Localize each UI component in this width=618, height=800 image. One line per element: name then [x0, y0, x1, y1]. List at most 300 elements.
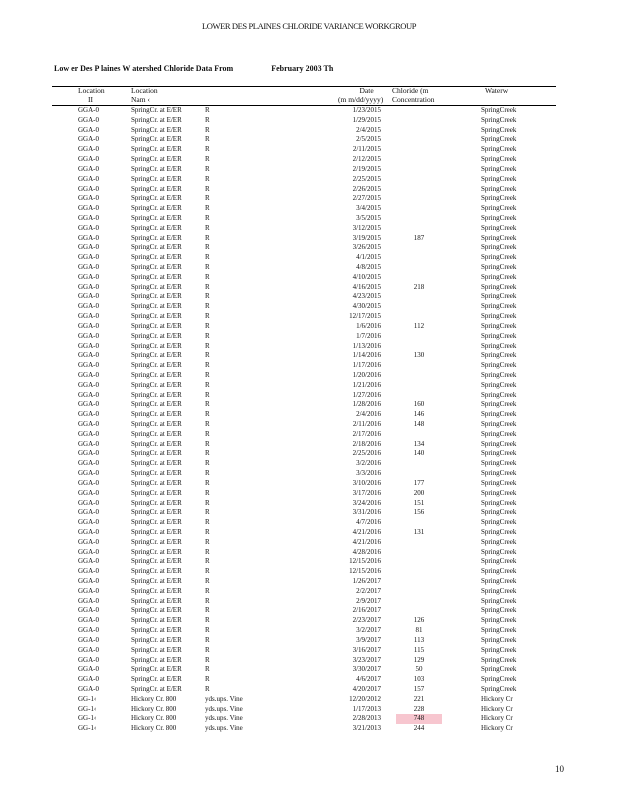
location-id-cell: GGA-0: [78, 439, 99, 448]
date-cell: 4/10/2015: [352, 272, 381, 281]
location-id-cell: GGA-0: [78, 243, 99, 252]
waterway-cell: SpringCreek: [481, 635, 517, 644]
location-detail-cell: R: [205, 233, 210, 242]
table-row: [0, 440, 618, 450]
location-name-cell: SpringCr. at E/ER: [131, 488, 182, 497]
location-detail-cell: R: [205, 243, 210, 252]
date-cell: 4/21/2016: [352, 527, 381, 536]
table-row: [0, 597, 618, 607]
waterway-cell: SpringCreek: [481, 616, 517, 625]
location-detail-cell: R: [205, 125, 210, 134]
date-cell: 3/19/2015: [352, 233, 381, 242]
date-cell: 4/23/2015: [352, 292, 381, 301]
location-name-cell: SpringCr. at E/ER: [131, 361, 182, 370]
waterway-cell: SpringCreek: [481, 184, 517, 193]
date-cell: 3/30/2017: [352, 665, 381, 674]
location-detail-cell: R: [205, 586, 210, 595]
waterway-cell: SpringCreek: [481, 400, 517, 409]
location-id-cell: GGA-0: [78, 155, 99, 164]
location-name-cell: SpringCr. at E/ER: [131, 449, 182, 458]
date-cell: 2/26/2015: [352, 184, 381, 193]
date-cell: 3/9/2017: [356, 635, 381, 644]
date-cell: 4/6/2017: [356, 675, 381, 684]
date-cell: 1/27/2016: [352, 390, 381, 399]
location-id-cell: GGA-0: [78, 125, 99, 134]
date-cell: 3/26/2015: [352, 243, 381, 252]
location-detail-cell: R: [205, 508, 210, 517]
location-id-cell: GGA-0: [78, 508, 99, 517]
table-row: [0, 342, 618, 352]
location-id-cell: GGA-0: [78, 135, 99, 144]
table-row: [0, 273, 618, 283]
header-chloride-line2: Concentration: [392, 95, 435, 104]
location-id-cell: GGA-0: [78, 115, 99, 124]
location-detail-cell: R: [205, 115, 210, 124]
waterway-cell: SpringCreek: [481, 508, 517, 517]
location-name-cell: SpringCr. at E/ER: [131, 567, 182, 576]
waterway-cell: SpringCreek: [481, 684, 517, 693]
table-row: [0, 185, 618, 195]
date-cell: 4/8/2015: [356, 263, 381, 271]
location-detail-cell: R: [205, 135, 210, 144]
table-row: [0, 224, 618, 234]
location-name-cell: SpringCr. at E/ER: [131, 253, 182, 262]
location-name-cell: SpringCr. at E/ER: [131, 223, 182, 232]
location-name-cell: SpringCr. at E/ER: [131, 282, 182, 291]
location-id-cell: GGA-0: [78, 478, 99, 487]
waterway-cell: SpringCreek: [481, 341, 517, 350]
table-row: [0, 714, 618, 724]
location-detail-cell: R: [205, 390, 210, 399]
table-row: [0, 675, 618, 685]
location-id-cell: GG-1‹: [78, 724, 97, 733]
subtitle-right: February 2003 Th: [271, 64, 334, 73]
table-row: [0, 508, 618, 518]
table-row: [0, 145, 618, 155]
date-cell: 3/5/2015: [356, 213, 381, 222]
location-detail-cell: yds.ups. Vine: [205, 724, 243, 733]
location-name-cell: SpringCr. at E/ER: [131, 508, 182, 517]
table-row: [0, 126, 618, 136]
table-row: [0, 253, 618, 263]
location-id-cell: GGA-0: [78, 469, 99, 478]
location-id-cell: GGA-0: [78, 361, 99, 370]
chloride-value-cell: 112: [413, 321, 425, 330]
table-row: [0, 351, 618, 361]
waterway-cell: SpringCreek: [481, 527, 517, 536]
header-chloride: [392, 86, 435, 104]
date-cell: 3/31/2016: [352, 508, 381, 517]
location-id-cell: GGA-0: [78, 302, 99, 311]
table-row: [0, 204, 618, 214]
location-name-cell: SpringCr. at E/ER: [131, 204, 182, 213]
location-detail-cell: R: [205, 665, 210, 674]
waterway-cell: SpringCreek: [481, 233, 517, 242]
location-name-cell: SpringCr. at E/ER: [131, 213, 182, 222]
date-cell: 1/26/2017: [352, 577, 381, 585]
location-name-cell: SpringCr. at E/ER: [131, 586, 182, 595]
date-cell: 2/25/2016: [352, 449, 381, 458]
table-row: [0, 312, 618, 322]
waterway-cell: SpringCreek: [481, 420, 517, 428]
date-cell: 3/12/2015: [352, 223, 381, 232]
location-detail-cell: R: [205, 429, 210, 438]
waterway-cell: SpringCreek: [481, 174, 517, 183]
table-row: [0, 116, 618, 126]
chloride-value-cell: 134: [413, 439, 425, 448]
waterway-cell: Hickory Cr: [481, 714, 513, 723]
waterway-cell: SpringCreek: [481, 469, 517, 478]
date-cell: 2/18/2016: [352, 439, 381, 448]
location-name-cell: SpringCr. at E/ER: [131, 390, 182, 399]
table-row: [0, 479, 618, 489]
waterway-cell: SpringCreek: [481, 312, 517, 321]
location-name-cell: SpringCr. at E/ER: [131, 527, 182, 536]
location-detail-cell: R: [205, 106, 210, 114]
header-waterway-line1: Waterw: [485, 86, 509, 95]
chloride-value-cell: 140: [413, 449, 425, 458]
location-name-cell: SpringCr. at E/ER: [131, 272, 182, 281]
location-name-cell: SpringCr. at E/ER: [131, 341, 182, 350]
date-cell: 1/17/2013: [352, 704, 381, 713]
location-name-cell: SpringCr. at E/ER: [131, 478, 182, 487]
waterway-cell: SpringCreek: [481, 675, 517, 684]
table-row: [0, 538, 618, 548]
date-cell: 4/7/2016: [356, 518, 381, 527]
chloride-value-cell: 221: [413, 694, 425, 703]
waterway-cell: SpringCreek: [481, 135, 517, 144]
table-row: [0, 420, 618, 430]
date-cell: 2/2/2017: [356, 586, 381, 595]
location-detail-cell: R: [205, 645, 210, 654]
table-row: [0, 135, 618, 145]
table-row: [0, 606, 618, 616]
waterway-cell: SpringCreek: [481, 577, 517, 585]
chloride-value-cell: 103: [413, 675, 425, 684]
chloride-value-cell: 151: [413, 498, 425, 507]
table-row: [0, 557, 618, 567]
location-name-cell: SpringCr. at E/ER: [131, 351, 182, 360]
waterway-cell: SpringCreek: [481, 194, 517, 203]
chloride-value-cell: 218: [413, 282, 425, 291]
location-id-cell: GGA-0: [78, 400, 99, 409]
date-cell: 12/20/2012: [349, 694, 381, 703]
location-id-cell: GG-1‹: [78, 704, 97, 713]
table-row: [0, 646, 618, 656]
location-detail-cell: R: [205, 547, 210, 556]
chloride-value-cell: 113: [413, 635, 425, 644]
location-name-cell: SpringCr. at E/ER: [131, 106, 182, 114]
location-id-cell: GGA-0: [78, 675, 99, 684]
location-id-cell: GGA-0: [78, 233, 99, 242]
location-id-cell: GGA-0: [78, 331, 99, 340]
location-id-cell: GGA-0: [78, 498, 99, 507]
waterway-cell: SpringCreek: [481, 321, 517, 330]
date-cell: 2/4/2015: [356, 125, 381, 134]
table-row: [0, 194, 618, 204]
date-cell: 2/11/2016: [352, 420, 381, 428]
location-detail-cell: R: [205, 292, 210, 301]
location-detail-cell: R: [205, 321, 210, 330]
location-name-cell: SpringCr. at E/ER: [131, 233, 182, 242]
waterway-cell: SpringCreek: [481, 272, 517, 281]
location-detail-cell: R: [205, 312, 210, 321]
location-id-cell: GGA-0: [78, 341, 99, 350]
header-date: [338, 86, 383, 104]
location-name-cell: SpringCr. at E/ER: [131, 645, 182, 654]
location-name-cell: SpringCr. at E/ER: [131, 292, 182, 301]
location-name-cell: SpringCr. at E/ER: [131, 537, 182, 546]
location-detail-cell: R: [205, 684, 210, 693]
chloride-value-cell: 115: [413, 645, 425, 654]
table-row: [0, 400, 618, 410]
location-id-cell: GGA-0: [78, 586, 99, 595]
location-detail-cell: R: [205, 400, 210, 409]
location-id-cell: GGA-0: [78, 145, 99, 154]
location-detail-cell: R: [205, 380, 210, 389]
waterway-cell: SpringCreek: [481, 626, 517, 635]
date-cell: 4/21/2016: [352, 537, 381, 546]
location-name-cell: SpringCr. at E/ER: [131, 321, 182, 330]
waterway-cell: SpringCreek: [481, 263, 517, 271]
date-cell: 3/10/2016: [352, 478, 381, 487]
location-name-cell: Hickory Cr. 800: [131, 704, 177, 713]
table-row: [0, 332, 618, 342]
table-row: [0, 410, 618, 420]
chloride-value-cell: 160: [413, 400, 425, 409]
location-name-cell: SpringCr. at E/ER: [131, 184, 182, 193]
table-row: [0, 587, 618, 597]
date-cell: 3/17/2016: [352, 488, 381, 497]
waterway-cell: SpringCreek: [481, 596, 517, 605]
chloride-value-cell: 146: [413, 410, 425, 419]
header-location-name: [131, 86, 158, 104]
location-detail-cell: R: [205, 145, 210, 154]
data-table-body: [0, 106, 618, 734]
location-id-cell: GGA-0: [78, 204, 99, 213]
date-cell: 1/6/2016: [356, 321, 381, 330]
date-cell: 4/1/2015: [356, 253, 381, 262]
header-location-id-line2: II: [88, 95, 93, 104]
location-detail-cell: R: [205, 557, 210, 566]
table-row: [0, 518, 618, 528]
waterway-cell: SpringCreek: [481, 449, 517, 458]
table-row: [0, 705, 618, 715]
header-date-line1: Date: [359, 86, 374, 95]
location-detail-cell: R: [205, 194, 210, 203]
date-cell: 2/17/2016: [352, 429, 381, 438]
location-id-cell: GGA-0: [78, 449, 99, 458]
waterway-cell: SpringCreek: [481, 223, 517, 232]
location-id-cell: GGA-0: [78, 459, 99, 468]
date-cell: 1/29/2015: [352, 115, 381, 124]
location-detail-cell: R: [205, 488, 210, 497]
table-row: [0, 175, 618, 185]
date-cell: 2/9/2017: [356, 596, 381, 605]
table-row: [0, 106, 618, 116]
location-detail-cell: R: [205, 272, 210, 281]
location-detail-cell: yds.ups. Vine: [205, 694, 243, 703]
location-detail-cell: R: [205, 223, 210, 232]
date-cell: 2/5/2015: [356, 135, 381, 144]
chloride-value-cell: 177: [413, 478, 425, 487]
location-id-cell: GGA-0: [78, 537, 99, 546]
table-row: [0, 548, 618, 558]
location-id-cell: GGA-0: [78, 106, 99, 114]
location-id-cell: GGA-0: [78, 410, 99, 419]
date-cell: 1/23/2015: [352, 106, 381, 114]
location-detail-cell: yds.ups. Vine: [205, 714, 243, 723]
location-name-cell: SpringCr. at E/ER: [131, 547, 182, 556]
location-detail-cell: R: [205, 567, 210, 576]
waterway-cell: SpringCreek: [481, 164, 517, 173]
chloride-value-cell: 126: [413, 616, 425, 625]
waterway-cell: SpringCreek: [481, 213, 517, 222]
location-id-cell: GGA-0: [78, 635, 99, 644]
location-detail-cell: R: [205, 351, 210, 360]
location-name-cell: SpringCr. at E/ER: [131, 557, 182, 566]
waterway-cell: SpringCreek: [481, 125, 517, 134]
date-cell: 1/21/2016: [352, 380, 381, 389]
document-subtitle: [54, 64, 333, 73]
chloride-value-cell: 748: [396, 714, 442, 724]
date-cell: 1/28/2016: [352, 400, 381, 409]
location-detail-cell: R: [205, 537, 210, 546]
location-detail-cell: R: [205, 518, 210, 527]
date-cell: 2/19/2015: [352, 164, 381, 173]
location-id-cell: GGA-0: [78, 606, 99, 615]
location-id-cell: GGA-0: [78, 292, 99, 301]
location-name-cell: SpringCr. at E/ER: [131, 115, 182, 124]
table-row: [0, 695, 618, 705]
document-title: LOWER DES PLAINES CHLORIDE VARIANCE WORKGROUP: [201, 21, 417, 31]
table-row: [0, 499, 618, 509]
location-detail-cell: R: [205, 204, 210, 213]
location-detail-cell: R: [205, 174, 210, 183]
location-detail-cell: R: [205, 626, 210, 635]
location-name-cell: SpringCr. at E/ER: [131, 518, 182, 527]
location-id-cell: GGA-0: [78, 655, 99, 664]
table-row: [0, 292, 618, 302]
date-cell: 3/2/2016: [356, 459, 381, 468]
location-id-cell: GGA-0: [78, 174, 99, 183]
chloride-value-cell: 148: [413, 420, 425, 428]
date-cell: 4/28/2016: [352, 547, 381, 556]
location-id-cell: GGA-0: [78, 429, 99, 438]
waterway-cell: SpringCreek: [481, 567, 517, 576]
waterway-cell: SpringCreek: [481, 390, 517, 399]
location-id-cell: GGA-0: [78, 567, 99, 576]
waterway-cell: Hickory Cr: [481, 694, 513, 703]
waterway-cell: SpringCreek: [481, 547, 517, 556]
location-detail-cell: R: [205, 213, 210, 222]
location-name-cell: SpringCr. at E/ER: [131, 606, 182, 615]
table-row: [0, 371, 618, 381]
chloride-value-cell: 81: [415, 626, 423, 635]
location-id-cell: GGA-0: [78, 263, 99, 271]
date-cell: 1/13/2016: [352, 341, 381, 350]
table-row: [0, 165, 618, 175]
date-cell: 2/4/2016: [356, 410, 381, 419]
table-row: [0, 616, 618, 626]
table-row: [0, 577, 618, 587]
location-name-cell: SpringCr. at E/ER: [131, 380, 182, 389]
waterway-cell: SpringCreek: [481, 498, 517, 507]
chloride-value-cell: 156: [413, 508, 425, 517]
location-id-cell: GGA-0: [78, 518, 99, 527]
table-row: [0, 665, 618, 675]
waterway-cell: SpringCreek: [481, 253, 517, 262]
location-detail-cell: R: [205, 184, 210, 193]
location-detail-cell: R: [205, 282, 210, 291]
table-row: [0, 302, 618, 312]
header-location-name-line1: Location: [131, 86, 158, 95]
chloride-value-cell: 130: [413, 351, 425, 360]
date-cell: 2/25/2015: [352, 174, 381, 183]
waterway-cell: SpringCreek: [481, 665, 517, 674]
location-detail-cell: R: [205, 616, 210, 625]
location-name-cell: SpringCr. at E/ER: [131, 331, 182, 340]
location-id-cell: GGA-0: [78, 213, 99, 222]
location-detail-cell: R: [205, 302, 210, 311]
location-name-cell: SpringCr. at E/ER: [131, 370, 182, 379]
date-cell: 1/7/2016: [356, 331, 381, 340]
header-waterway: [485, 86, 508, 95]
location-name-cell: SpringCr. at E/ER: [131, 145, 182, 154]
date-cell: 2/23/2017: [352, 616, 381, 625]
location-id-cell: GGA-0: [78, 527, 99, 536]
location-detail-cell: R: [205, 469, 210, 478]
location-id-cell: GGA-0: [78, 321, 99, 330]
location-name-cell: SpringCr. at E/ER: [131, 596, 182, 605]
date-cell: 3/24/2016: [352, 498, 381, 507]
location-id-cell: GGA-0: [78, 312, 99, 321]
table-row: [0, 214, 618, 224]
location-detail-cell: R: [205, 331, 210, 340]
location-name-cell: SpringCr. at E/ER: [131, 626, 182, 635]
location-id-cell: GGA-0: [78, 370, 99, 379]
date-cell: 3/21/2013: [352, 724, 381, 733]
header-chloride-line1: Chloride (m: [392, 86, 429, 95]
location-detail-cell: R: [205, 361, 210, 370]
location-id-cell: GGA-0: [78, 645, 99, 654]
table-row: [0, 449, 618, 459]
waterway-cell: SpringCreek: [481, 380, 517, 389]
location-name-cell: SpringCr. at E/ER: [131, 302, 182, 311]
date-cell: 2/16/2017: [352, 606, 381, 615]
date-cell: 1/17/2016: [352, 361, 381, 370]
waterway-cell: SpringCreek: [481, 459, 517, 468]
location-id-cell: GG-1‹: [78, 694, 97, 703]
table-row: [0, 243, 618, 253]
table-row: [0, 322, 618, 332]
location-detail-cell: R: [205, 655, 210, 664]
location-id-cell: GGA-0: [78, 616, 99, 625]
location-name-cell: SpringCr. at E/ER: [131, 194, 182, 203]
location-id-cell: GGA-0: [78, 223, 99, 232]
header-location-id: [78, 86, 105, 104]
location-name-cell: SpringCr. at E/ER: [131, 665, 182, 674]
location-id-cell: GGA-0: [78, 390, 99, 399]
table-row: [0, 489, 618, 499]
table-row: [0, 263, 618, 273]
table-row: [0, 283, 618, 293]
waterway-cell: SpringCreek: [481, 204, 517, 213]
location-detail-cell: R: [205, 410, 210, 419]
waterway-cell: SpringCreek: [481, 155, 517, 164]
waterway-cell: SpringCreek: [481, 429, 517, 438]
table-row: [0, 685, 618, 695]
